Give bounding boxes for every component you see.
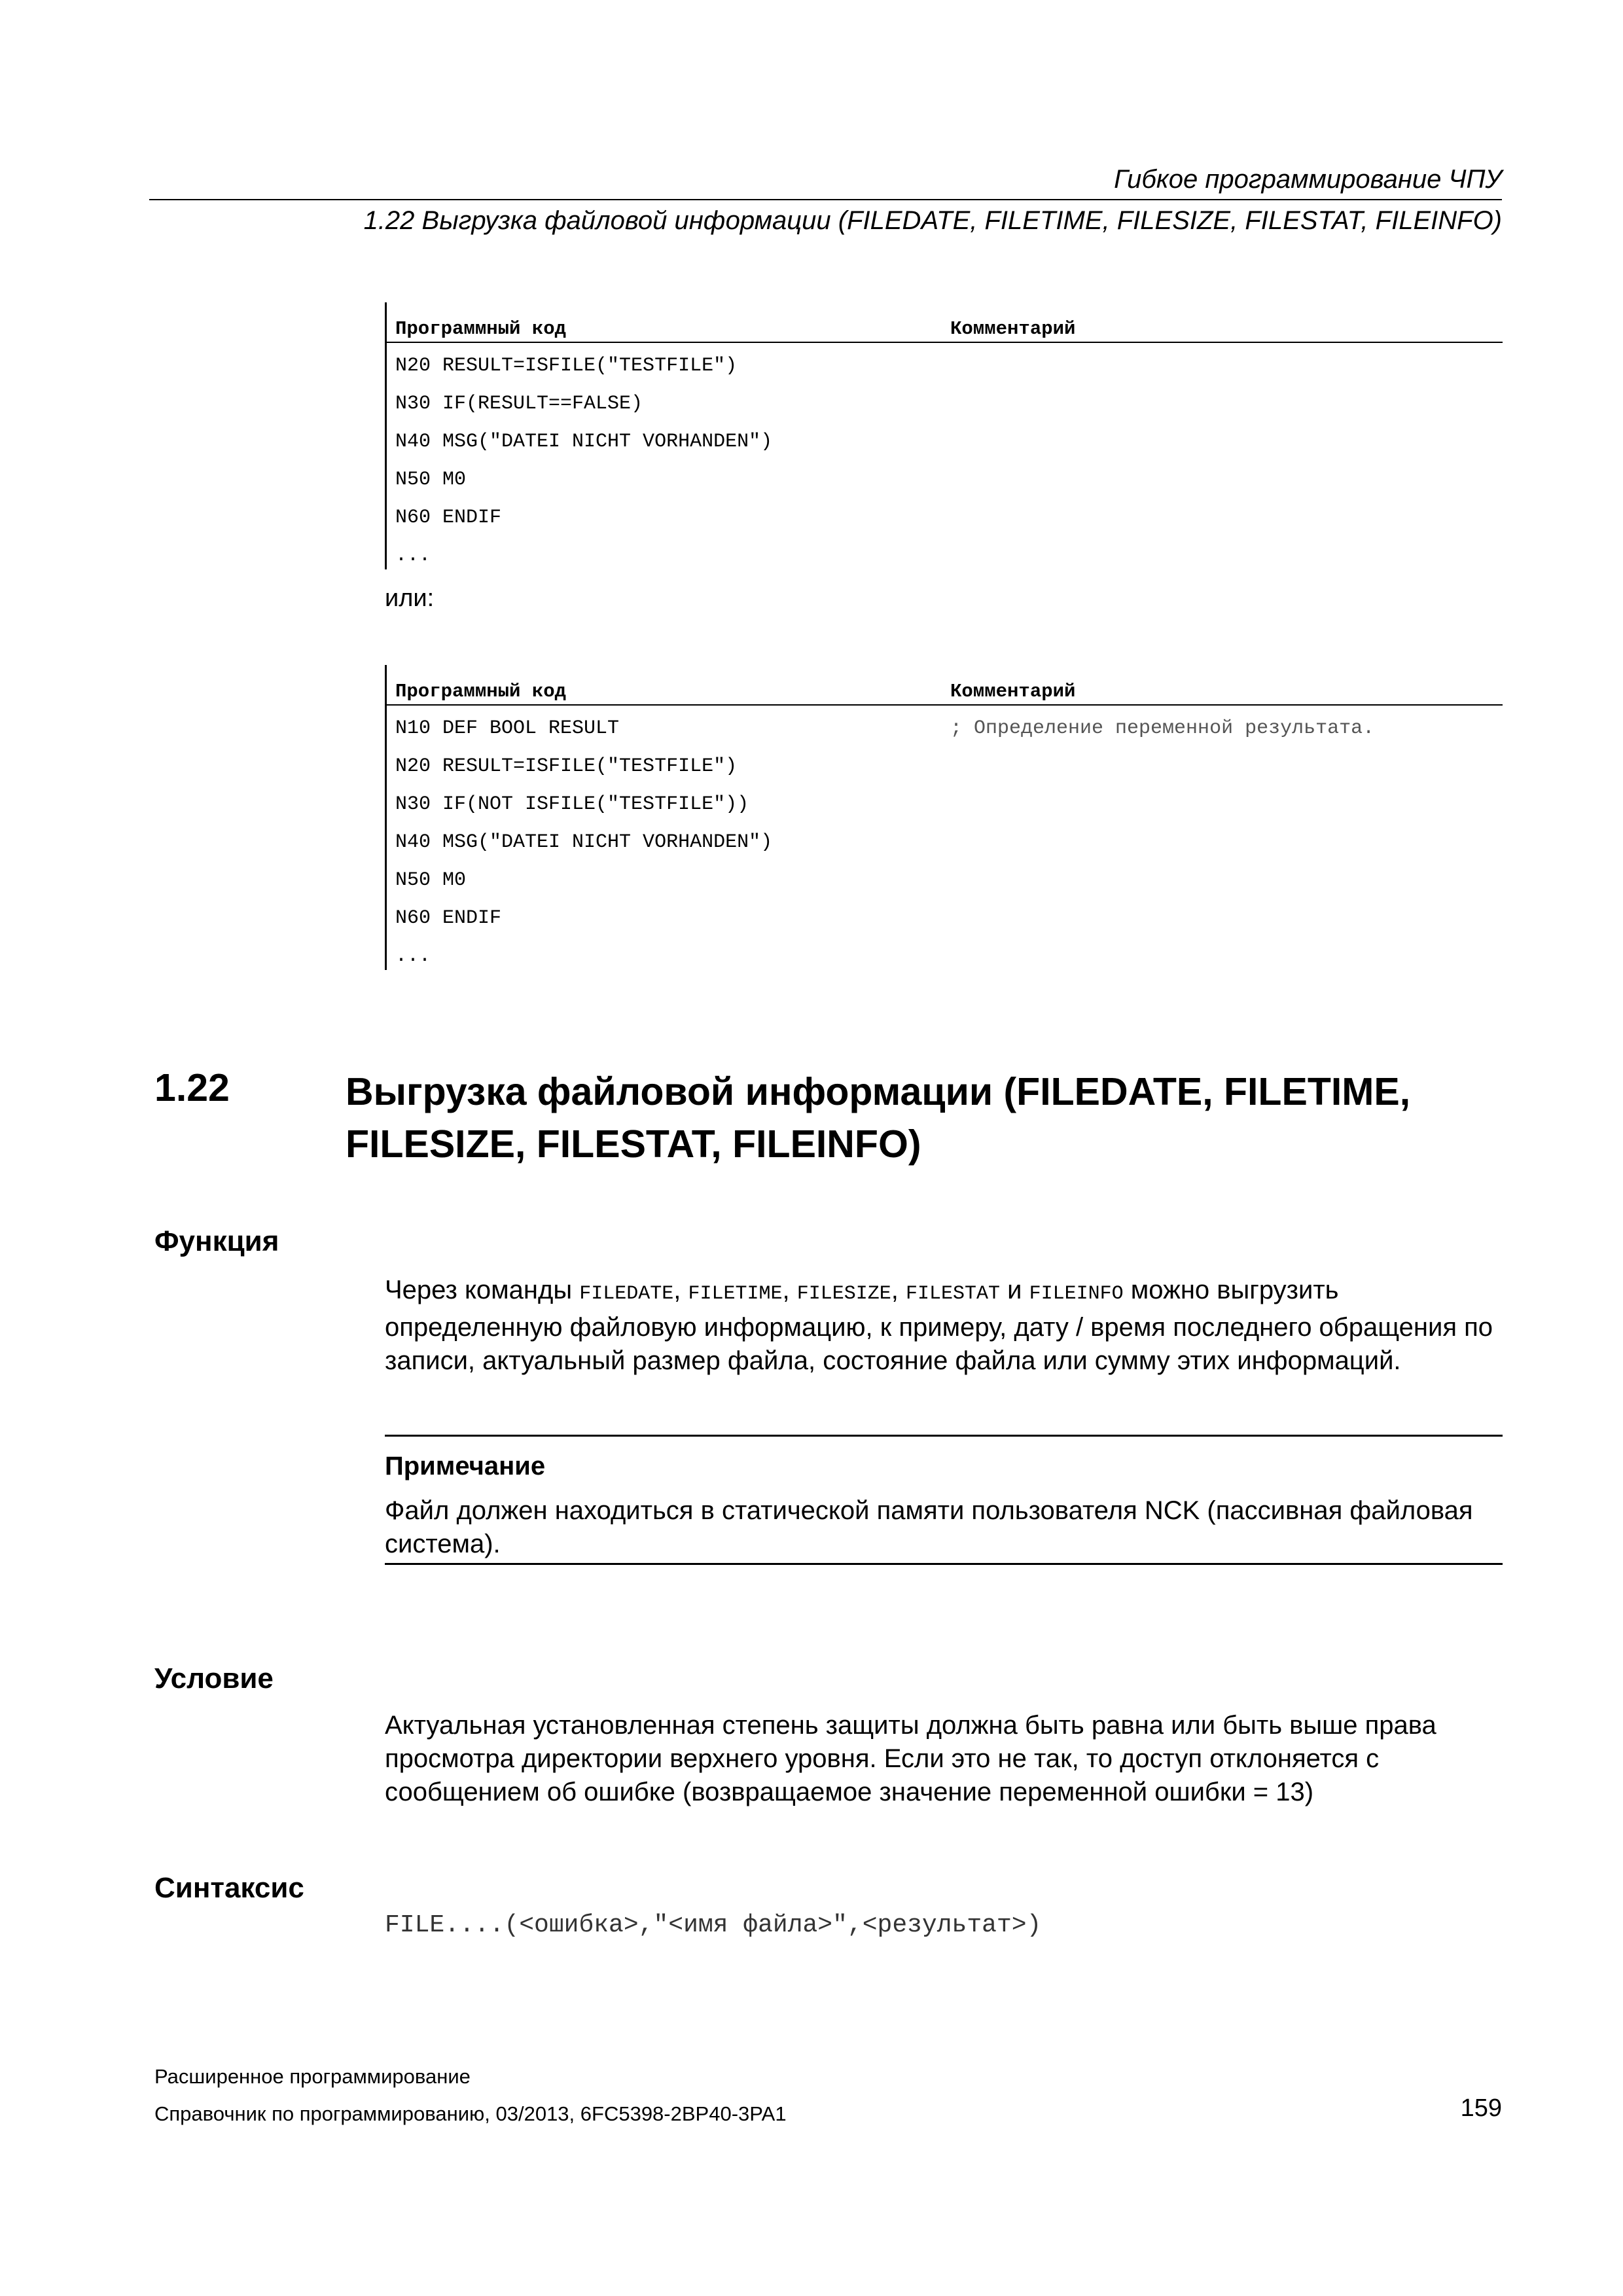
or-text: или: xyxy=(385,584,435,612)
code-line: ... xyxy=(395,945,431,967)
command-fileinfo: FILEINFO xyxy=(1029,1283,1124,1305)
function-heading: Функция xyxy=(154,1225,279,1257)
comment-column-header: Комментарий xyxy=(950,681,1076,702)
function-text-start: Через команды xyxy=(385,1276,580,1304)
code-line: N20 RESULT=ISFILE("TESTFILE") xyxy=(395,755,738,778)
footer-manual-info: Справочник по программированию, 03/2013, 6FC5398-2BP40-3PA1 xyxy=(154,2102,787,2125)
syntax-code: FILE....(<ошибка>,"<имя файла>",<результат>) xyxy=(385,1911,1042,1939)
command-filetime: FILETIME xyxy=(688,1283,783,1305)
code-table-2 xyxy=(385,665,1503,970)
code-table-header-rule xyxy=(387,342,1503,343)
section-number: 1.22 xyxy=(154,1066,230,1109)
code-line: N30 IF(NOT ISFILE("TESTFILE")) xyxy=(395,793,749,816)
code-line: N30 IF(RESULT==FALSE) xyxy=(395,393,643,415)
code-line: N50 M0 xyxy=(395,469,467,491)
header-rule xyxy=(149,199,1502,200)
separator: , xyxy=(891,1276,906,1304)
function-paragraph xyxy=(385,1274,1503,1378)
section-title: Выгрузка файловой информации (FILEDATE, FILETIME, FILESIZE, FILESTAT, FILEINFO) xyxy=(346,1070,1411,1166)
code-table-left-bar xyxy=(385,665,387,970)
conjunction: и xyxy=(1000,1276,1029,1304)
code-line: N10 DEF BOOL RESULT xyxy=(395,717,620,740)
note-top-rule xyxy=(385,1435,1503,1437)
separator: , xyxy=(673,1276,688,1304)
page-number: 159 xyxy=(1460,2094,1502,2122)
code-line: N60 ENDIF xyxy=(395,507,502,529)
syntax-heading: Синтаксис xyxy=(154,1872,304,1904)
code-line: N40 MSG("DATEI NICHT VORHANDEN") xyxy=(395,431,773,453)
separator: , xyxy=(782,1276,797,1304)
code-table-header-rule xyxy=(387,704,1503,706)
command-filedate: FILEDATE xyxy=(579,1283,674,1305)
note-bottom-rule xyxy=(385,1563,1503,1565)
condition-heading: Условие xyxy=(154,1662,274,1695)
command-filestat: FILESTAT xyxy=(906,1283,1001,1305)
comment-column-header: Комментарий xyxy=(950,318,1076,340)
code-comment: ; Определение переменной результата. xyxy=(950,717,1375,740)
code-column-header: Программный код xyxy=(395,318,567,340)
running-header-title: Гибкое программирование ЧПУ xyxy=(1114,165,1502,194)
code-line: N20 RESULT=ISFILE("TESTFILE") xyxy=(395,355,738,377)
code-line: N40 MSG("DATEI NICHT VORHANDEN") xyxy=(395,831,773,853)
running-header-subtitle: 1.22 Выгрузка файловой информации (FILEDATE, FILETIME, FILESIZE, FILESTAT, FILEINFO) xyxy=(363,206,1502,235)
code-line: N60 ENDIF xyxy=(395,907,502,929)
footer-book-title: Расширенное программирование xyxy=(154,2065,471,2088)
note-text: Файл должен находиться в статической памяти пользователя NCK (пассивная файловая система). xyxy=(385,1496,1473,1558)
code-line: N50 M0 xyxy=(395,869,467,891)
code-column-header: Программный код xyxy=(395,681,567,702)
condition-text: Актуальная установленная степень защиты должна быть равна или быть выше права просмотра директории верхнего уровня. Если это не так, то доступ отклоняется с сообщением об ошибке (возвращаемое значение переменной ошибки = 13) xyxy=(385,1711,1436,1806)
code-line: ... xyxy=(395,545,431,567)
command-filesize: FILESIZE xyxy=(796,1283,891,1305)
code-table-1 xyxy=(385,302,1503,569)
note-heading: Примечание xyxy=(385,1452,546,1480)
function-text-end: можно выгрузить определенную файловую информацию, к примеру, дату / время последнего обращения по записи, актуальный размер файла, состояние файла или сумму этих информаций. xyxy=(385,1276,1493,1375)
